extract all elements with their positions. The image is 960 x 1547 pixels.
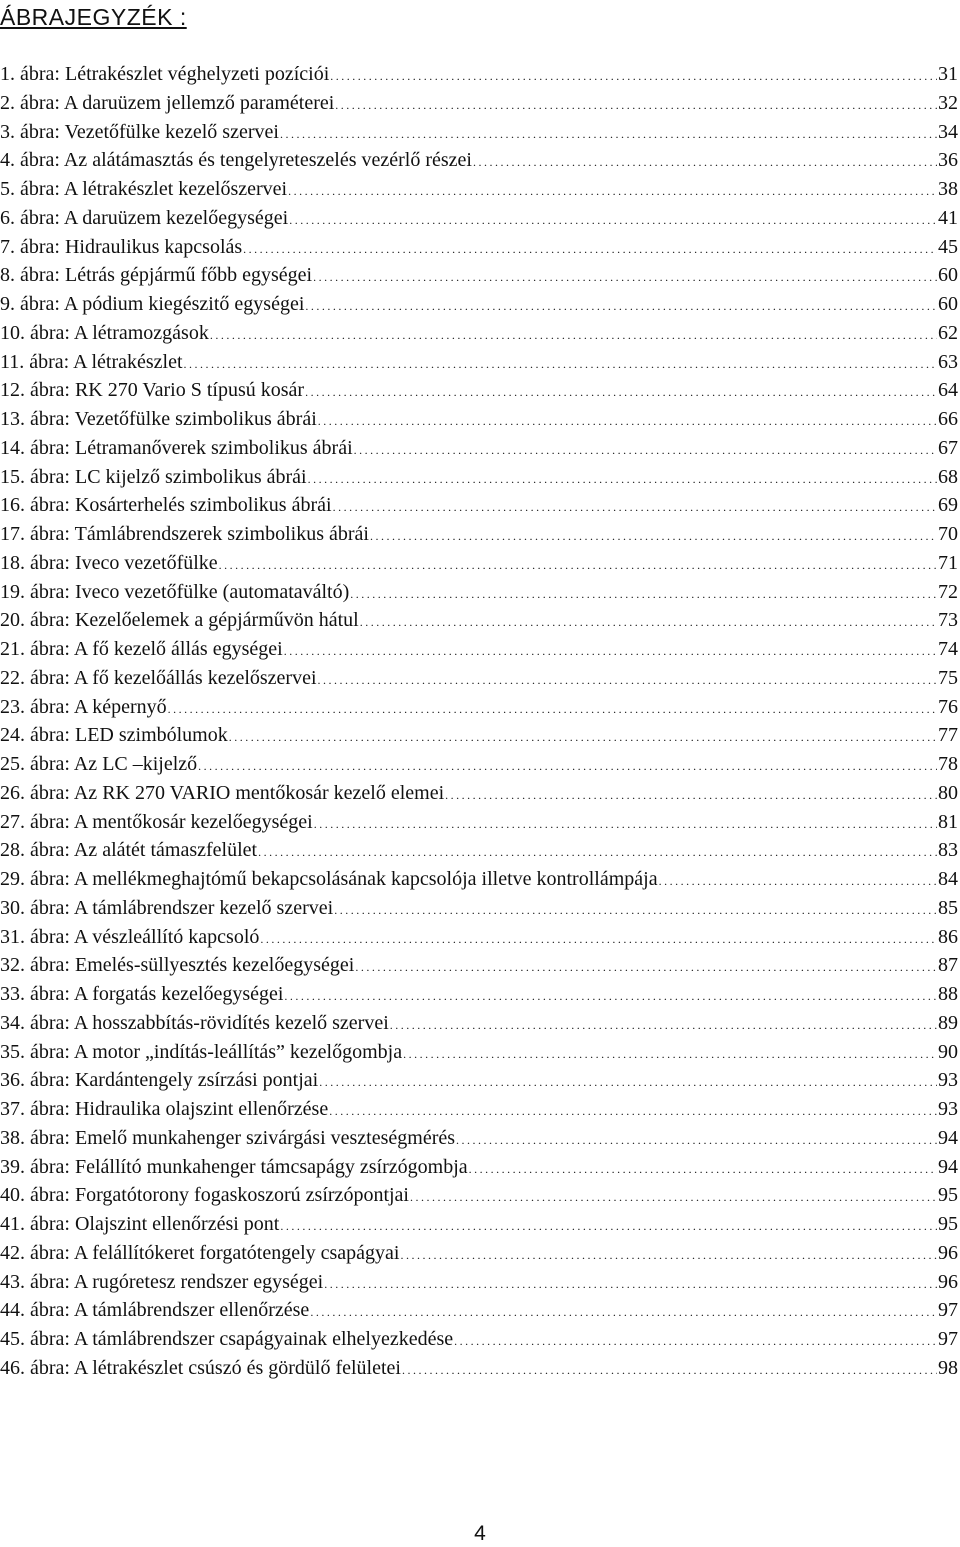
toc-dot-leader — [305, 292, 937, 321]
toc-dot-leader — [284, 637, 937, 666]
toc-entry-page: 86 — [938, 925, 958, 948]
toc-entry[interactable] — [0, 664, 958, 693]
toc-entry-page: 71 — [938, 551, 958, 574]
toc-entry[interactable] — [0, 1354, 958, 1383]
toc-entry[interactable] — [0, 923, 958, 952]
toc-entry-label: 27. ábra: A mentőkosár kezelőegységei — [0, 810, 313, 833]
toc-entry-page: 66 — [938, 408, 958, 430]
toc-dot-leader — [410, 1183, 937, 1212]
toc-entry[interactable] — [0, 60, 958, 89]
toc-entry[interactable] — [0, 549, 958, 578]
toc-entry-page: 69 — [938, 494, 958, 517]
toc-entry-page: 84 — [938, 868, 958, 890]
toc-dot-leader — [355, 953, 937, 982]
toc-entry[interactable] — [0, 1268, 958, 1297]
toc-entry-page: 41 — [938, 206, 958, 229]
toc-entry-label: 19. ábra: Iveco vezetőfülke (automataváltó) — [0, 580, 350, 603]
toc-entry[interactable] — [0, 1181, 958, 1210]
toc-entry-label: 39. ábra: Felállító munkahenger támcsapágy zsírzógombja — [0, 1155, 468, 1178]
toc-entry-label: 41. ábra: Olajszint ellenőrzési pont — [0, 1213, 280, 1235]
toc-entry-label: 2. ábra: A daruüzem jellemző paraméterei — [0, 91, 335, 114]
toc-dot-leader — [168, 695, 937, 724]
toc-entry[interactable] — [0, 750, 958, 779]
toc-entry[interactable] — [0, 836, 958, 865]
toc-entry-label: 16. ábra: Kosárterhelés szimbolikus ábrái — [0, 494, 332, 517]
toc-entry[interactable] — [0, 89, 958, 118]
toc-entry-page: 73 — [938, 609, 958, 632]
toc-entry[interactable] — [0, 894, 958, 923]
toc-entry-page: 67 — [938, 436, 958, 459]
toc-dot-leader — [210, 321, 937, 350]
toc-dot-leader — [260, 925, 937, 954]
toc-entry[interactable] — [0, 808, 958, 837]
toc-entry[interactable] — [0, 1239, 958, 1268]
toc-entry-page: 95 — [938, 1184, 958, 1207]
toc-entry-label: 4. ábra: Az alátámasztás és tengelyreteszelés vezérlő részei — [0, 149, 472, 172]
toc-dot-leader — [313, 263, 937, 292]
toc-entry[interactable] — [0, 319, 958, 348]
toc-entry-label: 30. ábra: A támlábrendszer kezelő szervei — [0, 896, 334, 919]
toc-entry-page: 88 — [938, 983, 958, 1005]
toc-entry-page: 85 — [938, 896, 958, 919]
toc-entry-label: 20. ábra: Kezelőelemek a gépjárművön hátul — [0, 609, 359, 632]
toc-entry-label: 14. ábra: Létramanőverek szimbolikus ábrái — [0, 436, 353, 459]
toc-entry[interactable] — [0, 146, 958, 175]
toc-entry-page: 98 — [938, 1356, 958, 1379]
toc-dot-leader — [350, 580, 937, 609]
toc-entry-label: 35. ábra: A motor „indítás-leállítás” kezelőgombja — [0, 1040, 403, 1063]
page-number: 4 — [474, 1522, 486, 1545]
toc-dot-leader — [280, 120, 937, 149]
toc-dot-leader — [288, 177, 937, 206]
toc-entry[interactable] — [0, 376, 958, 405]
toc-entry-label: 24. ábra: LED szimbólumok — [0, 724, 228, 747]
toc-dot-leader — [454, 1327, 937, 1356]
toc-dot-leader — [659, 867, 937, 896]
toc-dot-leader — [330, 62, 937, 91]
toc-entry-page: 68 — [938, 465, 958, 488]
toc-dot-leader — [184, 350, 937, 379]
toc-entry[interactable] — [0, 1153, 958, 1182]
toc-entry[interactable] — [0, 980, 958, 1009]
toc-dot-leader — [280, 1212, 937, 1241]
toc-dot-leader — [305, 378, 937, 407]
toc-entry[interactable] — [0, 1325, 958, 1354]
toc-entry-label: 22. ábra: A fő kezelőállás kezelőszervei — [0, 666, 317, 689]
toc-entry-page: 93 — [938, 1098, 958, 1120]
toc-dot-leader — [333, 493, 937, 522]
toc-entry-label: 43. ábra: A rugóretesz rendszer egységei — [0, 1270, 324, 1293]
toc-entry[interactable] — [0, 1095, 958, 1124]
toc-entry-label: 29. ábra: A mellékmeghajtómű bekapcsolásának kapcsolója illetve kontrollámpája — [0, 868, 658, 890]
toc-entry-label: 33. ábra: A forgatás kezelőegységei — [0, 983, 284, 1005]
toc-entry-label: 34. ábra: A hosszabbítás-rövidítés kezelő szervei — [0, 1011, 389, 1034]
toc-entry-page: 32 — [938, 91, 958, 114]
toc-entry-page: 64 — [938, 379, 958, 402]
toc-entry-page: 97 — [938, 1328, 958, 1350]
toc-entry[interactable] — [0, 261, 958, 290]
toc-entry-page: 83 — [938, 839, 958, 862]
toc-dot-leader — [314, 810, 937, 839]
toc-entry[interactable] — [0, 463, 958, 492]
page-heading: ÁBRAJEGYZÉK : — [0, 4, 187, 30]
toc-entry[interactable] — [0, 1066, 958, 1095]
toc-entry[interactable] — [0, 693, 958, 722]
toc-entry-label: 3. ábra: Vezetőfülke kezelő szervei — [0, 120, 279, 143]
toc-entry-label: 17. ábra: Támlábrendszerek szimbolikus ábrái — [0, 523, 369, 545]
figure-list — [0, 60, 958, 1383]
toc-dot-leader — [219, 551, 937, 580]
toc-entry-page: 81 — [938, 810, 958, 833]
toc-entry-page: 45 — [938, 235, 958, 258]
toc-entry[interactable] — [0, 1296, 958, 1325]
toc-entry-page: 94 — [938, 1155, 958, 1178]
toc-entry-label: 32. ábra: Emelés-süllyesztés kezelőegységei — [0, 954, 355, 977]
toc-dot-leader — [289, 206, 937, 235]
toc-entry-label: 21. ábra: A fő kezelő állás egységei — [0, 638, 283, 660]
toc-dot-leader — [402, 1356, 937, 1385]
toc-dot-leader — [403, 1040, 937, 1069]
toc-entry-label: 10. ábra: A létramozgások — [0, 321, 209, 344]
toc-entry-page: 97 — [938, 1299, 958, 1322]
toc-dot-leader — [334, 896, 937, 925]
toc-entry[interactable] — [0, 606, 958, 635]
toc-entry-page: 80 — [938, 781, 958, 804]
toc-entry-page: 63 — [938, 350, 958, 373]
toc-entry[interactable] — [0, 405, 958, 434]
toc-entry-page: 96 — [938, 1241, 958, 1264]
toc-entry-label: 7. ábra: Hidraulikus kapcsolás — [0, 235, 243, 258]
toc-entry-page: 70 — [938, 523, 958, 545]
toc-entry-label: 40. ábra: Forgatótorony fogaskoszorú zsírzópontjai — [0, 1184, 409, 1207]
toc-entry-label: 38. ábra: Emelő munkahenger szivárgási veszteségmérés — [0, 1126, 456, 1149]
toc-entry-page: 89 — [938, 1011, 958, 1034]
toc-entry-label: 23. ábra: A képernyő — [0, 695, 167, 718]
toc-entry-page: 90 — [938, 1040, 958, 1063]
toc-dot-leader — [310, 1298, 937, 1327]
toc-dot-leader — [258, 838, 937, 867]
toc-dot-leader — [445, 781, 937, 810]
toc-dot-leader — [284, 982, 937, 1011]
toc-entry[interactable] — [0, 1210, 958, 1239]
toc-dot-leader — [229, 723, 937, 752]
toc-dot-leader — [318, 666, 937, 695]
toc-entry-label: 28. ábra: Az alátét támaszfelület — [0, 839, 258, 862]
toc-entry[interactable] — [0, 204, 958, 233]
toc-dot-leader — [318, 407, 937, 436]
toc-entry-page: 75 — [938, 666, 958, 689]
toc-entry-page: 76 — [938, 695, 958, 718]
toc-entry[interactable] — [0, 290, 958, 319]
toc-entry-label: 46. ábra: A létrakészlet csúszó és gördülő felületei — [0, 1356, 401, 1379]
toc-entry[interactable] — [0, 1038, 958, 1067]
toc-dot-leader — [390, 1011, 937, 1040]
toc-entry[interactable] — [0, 1009, 958, 1038]
toc-dot-leader — [354, 436, 937, 465]
toc-dot-leader — [469, 1155, 937, 1184]
toc-entry[interactable] — [0, 491, 958, 520]
toc-dot-leader — [473, 148, 937, 177]
toc-entry-page: 77 — [938, 724, 958, 747]
toc-entry-label: 42. ábra: A felállítókeret forgatótengely csapágyai — [0, 1241, 400, 1264]
toc-entry-label: 11. ábra: A létrakészlet — [0, 350, 183, 373]
toc-entry-page: 38 — [938, 178, 958, 200]
toc-entry[interactable] — [0, 233, 958, 262]
toc-entry-page: 95 — [938, 1213, 958, 1235]
toc-entry[interactable] — [0, 118, 958, 147]
toc-entry[interactable] — [0, 951, 958, 980]
toc-entry-label: 25. ábra: Az LC –kijelző — [0, 753, 198, 775]
toc-entry-label: 13. ábra: Vezetőfülke szimbolikus ábrái — [0, 408, 317, 430]
toc-dot-leader — [324, 1270, 937, 1299]
toc-entry-page: 60 — [938, 264, 958, 287]
toc-entry-label: 8. ábra: Létrás gépjármű főbb egységei — [0, 264, 313, 287]
toc-entry[interactable] — [0, 175, 958, 204]
toc-entry-label: 6. ábra: A daruüzem kezelőegységei — [0, 206, 289, 229]
toc-entry[interactable] — [0, 434, 958, 463]
toc-entry-page: 87 — [938, 954, 958, 977]
toc-dot-leader — [456, 1126, 937, 1155]
toc-entry[interactable] — [0, 578, 958, 607]
toc-entry[interactable] — [0, 1124, 958, 1153]
toc-entry[interactable] — [0, 779, 958, 808]
toc-dot-leader — [198, 752, 937, 781]
toc-dot-leader — [400, 1241, 937, 1270]
toc-dot-leader — [335, 91, 937, 120]
toc-dot-leader — [243, 235, 937, 264]
toc-entry-page: 96 — [938, 1270, 958, 1293]
toc-entry-label: 15. ábra: LC kijelző szimbolikus ábrái — [0, 465, 307, 488]
toc-entry-page: 34 — [938, 120, 958, 143]
toc-entry-label: 9. ábra: A pódium kiegészitő egységei — [0, 293, 305, 315]
toc-entry[interactable] — [0, 865, 958, 894]
toc-entry-label: 5. ábra: A létrakészlet kezelőszervei — [0, 178, 288, 200]
toc-entry-label: 26. ábra: Az RK 270 VARIO mentőkosár kezelő elemei — [0, 781, 445, 804]
toc-entry-page: 94 — [938, 1126, 958, 1149]
toc-entry-label: 36. ábra: Kardántengely zsírzási pontjai — [0, 1069, 319, 1092]
toc-entry[interactable] — [0, 348, 958, 377]
toc-entry-label: 1. ábra: Létrakészlet véghelyzeti pozíciói — [0, 63, 330, 85]
toc-entry[interactable] — [0, 721, 958, 750]
toc-entry-label: 44. ábra: A támlábrendszer ellenőrzése — [0, 1299, 310, 1322]
toc-entry-label: 37. ábra: Hidraulika olajszint ellenőrzése — [0, 1098, 329, 1120]
toc-dot-leader — [370, 522, 937, 551]
toc-entry-page: 31 — [938, 63, 958, 85]
toc-entry-page: 36 — [938, 149, 958, 172]
toc-entry[interactable] — [0, 520, 958, 549]
toc-entry-page: 62 — [938, 321, 958, 344]
toc-entry-page: 60 — [938, 293, 958, 315]
toc-entry-label: 31. ábra: A vészleállító kapcsoló — [0, 925, 260, 948]
toc-entry-page: 78 — [938, 753, 958, 775]
toc-entry-label: 45. ábra: A támlábrendszer csapágyainak elhelyezkedése — [0, 1328, 454, 1350]
toc-dot-leader — [319, 1068, 937, 1097]
toc-entry-page: 74 — [938, 638, 958, 660]
toc-entry-page: 93 — [938, 1069, 958, 1092]
toc-entry-label: 12. ábra: RK 270 Vario S típusú kosár — [0, 379, 305, 402]
toc-dot-leader — [360, 608, 937, 637]
toc-entry-label: 18. ábra: Iveco vezetőfülke — [0, 551, 218, 574]
toc-dot-leader — [308, 465, 937, 494]
toc-dot-leader — [329, 1097, 937, 1126]
toc-entry-page: 72 — [938, 580, 958, 603]
toc-entry[interactable] — [0, 635, 958, 664]
